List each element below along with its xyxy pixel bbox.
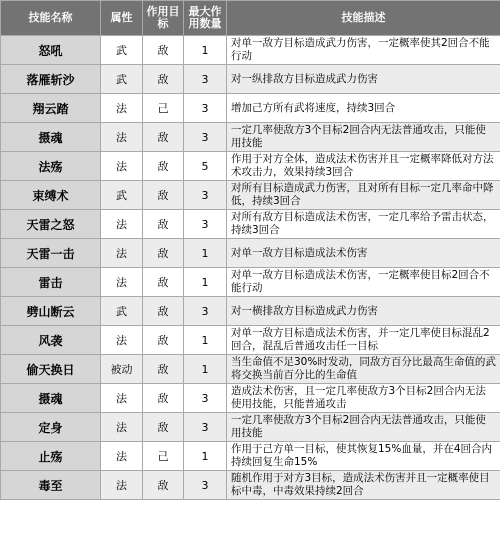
table-row [1,471,500,500]
skill-name-cell: 定身 [1,413,101,442]
skill-name-cell: 风袭 [1,326,101,355]
skill-name-cell: 止殇 [1,442,101,471]
target-cell: 敌 [143,384,184,413]
skill-name-cell: 偷天换日 [1,355,101,384]
description-cell: 随机作用于对方3目标，造成法术伤害并且一定概率使目标中毒，中毒效果持续2回合 [227,471,500,500]
attribute-cell: 武 [101,297,143,326]
attribute-cell: 法 [101,268,143,297]
skill-name-cell: 怒吼 [1,36,101,65]
target-cell: 敌 [143,210,184,239]
target-cell: 敌 [143,297,184,326]
max-count-cell: 3 [184,123,227,152]
description-cell: 对单一敌方目标造成法术伤害 [227,239,500,268]
max-count-cell: 3 [184,210,227,239]
table-row [1,36,500,65]
attribute-cell: 武 [101,65,143,94]
attribute-cell: 法 [101,442,143,471]
attribute-cell: 法 [101,471,143,500]
table-row [1,94,500,123]
target-cell: 敌 [143,181,184,210]
max-count-cell: 1 [184,326,227,355]
description-cell: 当生命值不足30%时发动，同敌方百分比最高生命值的武将交换当前百分比的生命值 [227,355,500,384]
header-skill-name: 技能名称 [1,1,101,36]
table-row [1,297,500,326]
skill-name-cell: 摄魂 [1,384,101,413]
skill-name-cell: 落雁斩沙 [1,65,101,94]
description-cell: 对所有目标造成武力伤害，且对所有目标一定几率命中降低，持续3回合 [227,181,500,210]
attribute-cell: 法 [101,210,143,239]
table-row [1,384,500,413]
description-cell: 对单一敌方目标造成法术伤害，一定概率使目标2回合不能行动 [227,268,500,297]
attribute-cell: 法 [101,384,143,413]
max-count-cell: 1 [184,268,227,297]
attribute-cell: 法 [101,239,143,268]
max-count-cell: 3 [184,471,227,500]
max-count-cell: 3 [184,384,227,413]
description-cell: 对单一敌方目标造成武力伤害，一定概率使其2回合不能行动 [227,36,500,65]
description-cell: 造成法术伤害，且一定几率使敌方3个目标2回合内无法使用技能，只能普通攻击 [227,384,500,413]
skill-name-cell: 劈山断云 [1,297,101,326]
max-count-cell: 1 [184,239,227,268]
table-row [1,181,500,210]
target-cell: 敌 [143,65,184,94]
attribute-cell: 法 [101,94,143,123]
table-row [1,355,500,384]
table-row [1,210,500,239]
attribute-cell: 武 [101,36,143,65]
skill-name-cell: 天雷之怒 [1,210,101,239]
table-row [1,413,500,442]
target-cell: 敌 [143,326,184,355]
header-max-count: 最大作用数量 [184,1,227,36]
attribute-cell: 法 [101,123,143,152]
target-cell: 敌 [143,268,184,297]
description-cell: 对单一敌方目标造成法术伤害，并一定几率使目标混乱2回合，混乱后普通攻击任一目标 [227,326,500,355]
description-cell: 一定几率使敌方3个目标2回合内无法普通攻击，只能使用技能 [227,123,500,152]
header-row [1,1,500,36]
attribute-cell: 法 [101,152,143,181]
table-row [1,268,500,297]
table-row [1,152,500,181]
table-row [1,442,500,471]
table-row [1,239,500,268]
target-cell: 己 [143,442,184,471]
skill-name-cell: 法殇 [1,152,101,181]
max-count-cell: 3 [184,297,227,326]
skill-name-cell: 束缚术 [1,181,101,210]
description-cell: 作用于己方单一目标，使其恢复15%血量，并在4回合内持续回复生命15% [227,442,500,471]
attribute-cell: 法 [101,413,143,442]
target-cell: 敌 [143,239,184,268]
header-target: 作用目标 [143,1,184,36]
target-cell: 敌 [143,152,184,181]
max-count-cell: 3 [184,413,227,442]
target-cell: 己 [143,94,184,123]
max-count-cell: 3 [184,181,227,210]
attribute-cell: 武 [101,181,143,210]
skill-name-cell: 天雷一击 [1,239,101,268]
target-cell: 敌 [143,123,184,152]
skill-name-cell: 毒至 [1,471,101,500]
max-count-cell: 3 [184,65,227,94]
skill-name-cell: 翔云踏 [1,94,101,123]
description-cell: 作用于对方全体，造成法术伤害并且一定概率降低对方法术攻击力，效果持续3回合 [227,152,500,181]
max-count-cell: 1 [184,36,227,65]
target-cell: 敌 [143,471,184,500]
header-attribute: 属性 [101,1,143,36]
target-cell: 敌 [143,413,184,442]
attribute-cell: 法 [101,326,143,355]
target-cell: 敌 [143,36,184,65]
table-row [1,123,500,152]
table-row [1,326,500,355]
description-cell: 对所有敌方目标造成法术伤害，一定几率给予雷击状态，持续3回合 [227,210,500,239]
max-count-cell: 3 [184,94,227,123]
max-count-cell: 1 [184,355,227,384]
description-cell: 一定几率使敌方3个目标2回合内无法普通攻击，只能使用技能 [227,413,500,442]
max-count-cell: 5 [184,152,227,181]
description-cell: 对一纵排敌方目标造成武力伤害 [227,65,500,94]
max-count-cell: 1 [184,442,227,471]
header-description: 技能描述 [227,1,500,36]
table-row [1,65,500,94]
attribute-cell: 被动 [101,355,143,384]
skill-name-cell: 摄魂 [1,123,101,152]
target-cell: 敌 [143,355,184,384]
description-cell: 对一横排敌方目标造成武力伤害 [227,297,500,326]
skill-name-cell: 雷击 [1,268,101,297]
description-cell: 增加己方所有武将速度，持续3回合 [227,94,500,123]
